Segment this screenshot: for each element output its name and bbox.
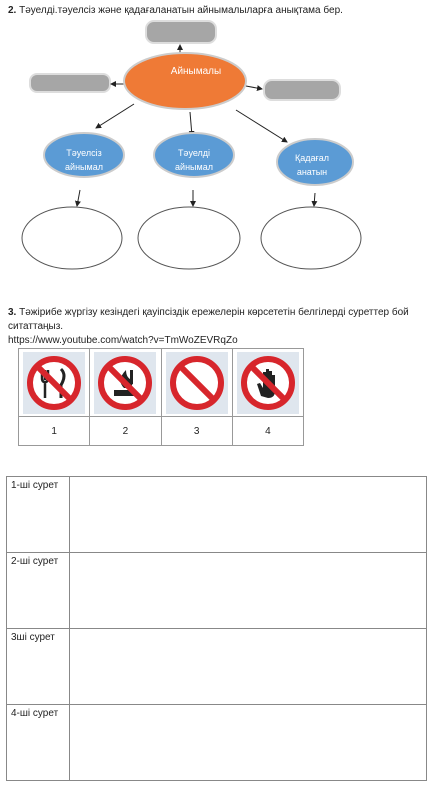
answer-cell-3[interactable]	[70, 629, 427, 705]
answer-oval-1[interactable]	[22, 207, 122, 269]
sign-cell-2	[90, 349, 161, 417]
question-3-text-line1: Тәжірибе жүргізу кезіндегі қауіпсіздік ережелерін көрсететін белгілерді суреттер бой	[19, 307, 409, 318]
table-row	[7, 705, 427, 781]
question-3-title	[8, 306, 432, 348]
question-3-number: 3.	[8, 307, 17, 318]
sign-number-3: 3	[161, 417, 232, 446]
right-box[interactable]	[264, 80, 340, 100]
question-3-url[interactable]: https://www.youtube.com/watch?v=TmWoZEVRqZo	[8, 335, 238, 346]
question-2-title	[8, 4, 343, 18]
sign-cell-3	[161, 349, 232, 417]
answer-label-1: 1-ші сурет	[7, 477, 70, 553]
answer-oval-3[interactable]	[261, 207, 361, 269]
table-row	[7, 477, 427, 553]
center-node-label: Айнымалы	[170, 66, 222, 77]
answer-cell-2[interactable]	[70, 553, 427, 629]
sign-cell-1	[19, 349, 90, 417]
independent-node-line2: айнымал	[65, 162, 103, 172]
top-box[interactable]	[146, 21, 216, 43]
answer-label-4: 4-ші сурет	[7, 705, 70, 781]
answer-oval-2[interactable]	[138, 207, 240, 269]
answer-label-2: 2-ші сурет	[7, 553, 70, 629]
sign-number-2: 2	[90, 417, 161, 446]
left-box[interactable]	[30, 74, 110, 92]
answer-cell-1[interactable]	[70, 477, 427, 553]
sign-cell-4	[232, 349, 303, 417]
sign-number-1: 1	[19, 417, 90, 446]
question-2-number: 2.	[8, 5, 17, 16]
variables-diagram	[0, 18, 432, 298]
controlled-node-line2: анатын	[296, 167, 328, 177]
dependent-node-line1: Тәуелді	[177, 148, 211, 158]
dependent-node-line2: айнымал	[175, 162, 213, 172]
prohibited-icon	[166, 352, 228, 414]
no-eating-icon	[23, 352, 85, 414]
table-row	[7, 629, 427, 705]
table-row	[7, 553, 427, 629]
no-touching-icon	[237, 352, 299, 414]
independent-node-line1: Тәуелсіз	[66, 148, 102, 158]
question-3-text-line2: ситаттаңыз.	[8, 321, 64, 332]
sign-number-4: 4	[232, 417, 303, 446]
answers-table	[6, 476, 427, 781]
no-open-flame-icon	[94, 352, 156, 414]
answer-cell-4[interactable]	[70, 705, 427, 781]
signs-table	[18, 348, 304, 446]
answer-label-3: 3ші сурет	[7, 629, 70, 705]
question-2-text: Тәуелді.тәуелсіз және қадағаланатын айнымалыларға анықтама бер.	[19, 5, 343, 16]
controlled-node-line1: Қадағал	[294, 153, 330, 163]
center-node[interactable]	[124, 53, 246, 109]
